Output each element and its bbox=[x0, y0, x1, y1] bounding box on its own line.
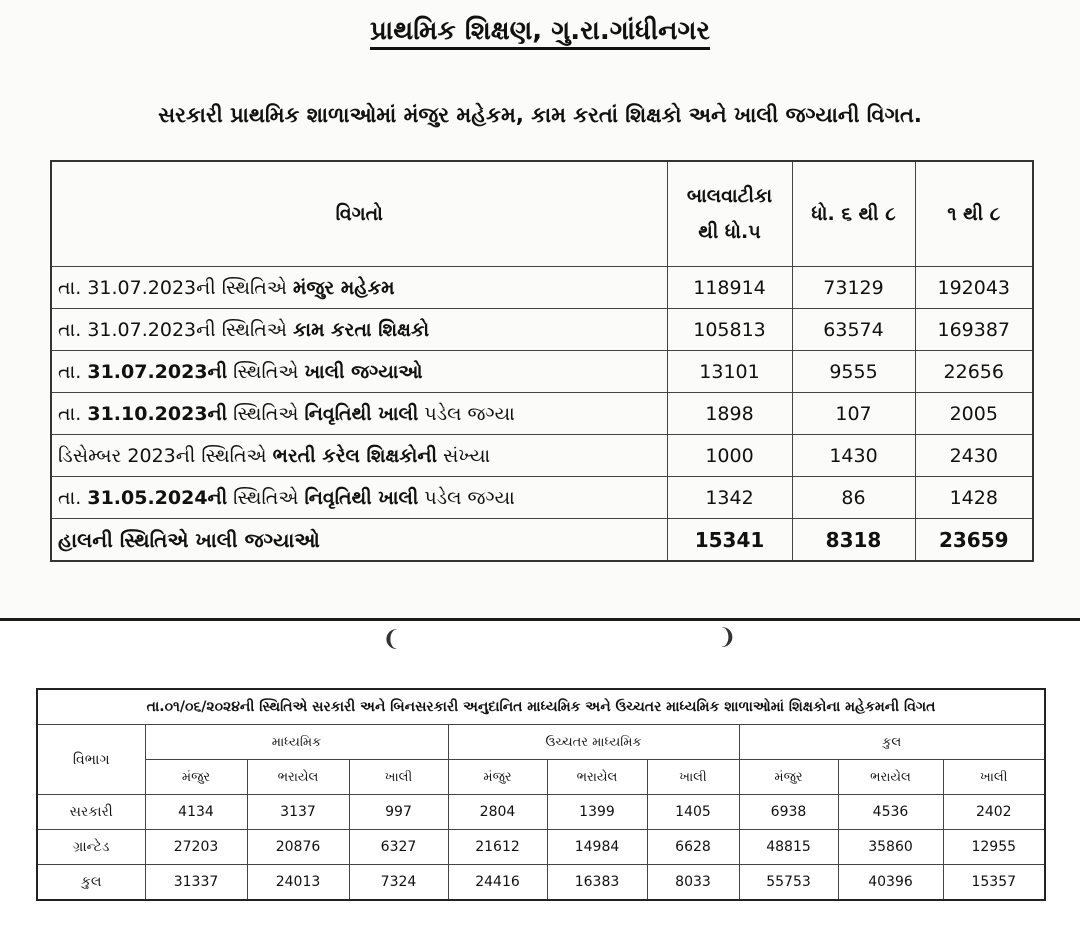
group-total-header: કુલ bbox=[739, 725, 1045, 760]
row-label: તા. 31.05.2024ની સ્થિતિએ નિવૃતિથી ખાલી પડેલ જગ્યા bbox=[51, 477, 667, 519]
table-cell: 20876 bbox=[247, 830, 349, 865]
cell-std1to8: 2430 bbox=[915, 435, 1033, 477]
table-cell: 24416 bbox=[448, 865, 547, 901]
balvatika-header: બાલવાટીકા થી ધો.૫ bbox=[667, 161, 792, 267]
table-cell: 15357 bbox=[943, 865, 1045, 901]
row-label: ડિસેમ્બર 2023ની સ્થિતિએ ભરતી કરેલ શિક્ષકોની સંખ્યા bbox=[51, 435, 667, 477]
table-cell: 6938 bbox=[739, 795, 838, 830]
punch-hole-mark-left: ❨ bbox=[382, 627, 401, 652]
cell-std1to8: 22656 bbox=[915, 351, 1033, 393]
table-row bbox=[51, 309, 1033, 351]
cell-std6to8: 1430 bbox=[792, 435, 915, 477]
sanctioned-header: મંજુર bbox=[145, 760, 247, 795]
filled-header: ભરાયેલ bbox=[547, 760, 647, 795]
cell-std1to8: 1428 bbox=[915, 477, 1033, 519]
row-label: સરકારી bbox=[37, 795, 145, 830]
row-label: તા. 31.07.2023ની સ્થિતિએ ખાલી જગ્યાઓ bbox=[51, 351, 667, 393]
punch-hole-mark-right: ❩ bbox=[718, 625, 737, 650]
table-row bbox=[51, 393, 1033, 435]
sanctioned-header: મંજુર bbox=[448, 760, 547, 795]
group-secondary-header: માધ્યમિક bbox=[145, 725, 448, 760]
table-row bbox=[51, 351, 1033, 393]
table-cell: 2402 bbox=[943, 795, 1045, 830]
cell-balvatika: 13101 bbox=[667, 351, 792, 393]
table-row bbox=[51, 477, 1033, 519]
table-cell: 12955 bbox=[943, 830, 1045, 865]
table-row bbox=[51, 435, 1033, 477]
cell-std1to8: 2005 bbox=[915, 393, 1033, 435]
vacant-header: ખાલી bbox=[943, 760, 1045, 795]
row-label: તા. 31.10.2023ની સ્થિતિએ નિવૃતિથી ખાલી પડેલ જગ્યા bbox=[51, 393, 667, 435]
table-cell: 6327 bbox=[349, 830, 448, 865]
cell-balvatika: 1342 bbox=[667, 477, 792, 519]
table-cell: 8033 bbox=[647, 865, 739, 901]
table-cell: 4134 bbox=[145, 795, 247, 830]
cell-balvatika: 105813 bbox=[667, 309, 792, 351]
cell-balvatika: 1898 bbox=[667, 393, 792, 435]
sanctioned-header: મંજુર bbox=[739, 760, 838, 795]
filled-header: ભરાયેલ bbox=[838, 760, 943, 795]
total-std6to8: 8318 bbox=[792, 519, 915, 562]
cell-std6to8: 63574 bbox=[792, 309, 915, 351]
table-cell: 21612 bbox=[448, 830, 547, 865]
page-subtitle: સરકારી પ્રાથમિક શાળાઓમાં મંજુર મહેકમ, કામ કરતાં શિક્ષકો અને ખાલી જગ્યાની વિગત. bbox=[158, 103, 922, 127]
secondary-staff-table bbox=[36, 688, 1046, 901]
std6to8-header: ધો. ૬ થી ૮ bbox=[792, 161, 915, 267]
vacant-header: ખાલી bbox=[647, 760, 739, 795]
row-label: તા. 31.07.2023ની સ્થિતિએ કામ કરતા શિક્ષકો bbox=[51, 309, 667, 351]
table-cell: 16383 bbox=[547, 865, 647, 901]
cell-balvatika: 1000 bbox=[667, 435, 792, 477]
table-cell: 14984 bbox=[547, 830, 647, 865]
table-cell: 48815 bbox=[739, 830, 838, 865]
table-header-row bbox=[51, 161, 1033, 267]
table-cell: 4536 bbox=[838, 795, 943, 830]
table-cell: 35860 bbox=[838, 830, 943, 865]
table-cell: 1405 bbox=[647, 795, 739, 830]
cell-balvatika: 118914 bbox=[667, 267, 792, 309]
table-cell: 40396 bbox=[838, 865, 943, 901]
group-higher-secondary-header: ઉચ્ચતર માધ્યમિક bbox=[448, 725, 739, 760]
table-cell: 55753 bbox=[739, 865, 838, 901]
table-cell: 24013 bbox=[247, 865, 349, 901]
cell-std6to8: 9555 bbox=[792, 351, 915, 393]
table-row bbox=[37, 865, 1045, 901]
cell-std6to8: 107 bbox=[792, 393, 915, 435]
table-cell: 7324 bbox=[349, 865, 448, 901]
total-balvatika: 15341 bbox=[667, 519, 792, 562]
table-cell: 31337 bbox=[145, 865, 247, 901]
table-cell: 2804 bbox=[448, 795, 547, 830]
std1to8-header: ૧ થી ૮ bbox=[915, 161, 1033, 267]
table-row bbox=[37, 795, 1045, 830]
table-cell: 1399 bbox=[547, 795, 647, 830]
cell-std6to8: 86 bbox=[792, 477, 915, 519]
row-label: કુલ bbox=[37, 865, 145, 901]
table-cell: 27203 bbox=[145, 830, 247, 865]
department-header: વિભાગ bbox=[37, 725, 145, 795]
table-row bbox=[37, 830, 1045, 865]
filled-header: ભરાયેલ bbox=[247, 760, 349, 795]
cell-std1to8: 169387 bbox=[915, 309, 1033, 351]
row-label: ગ્રાન્ટેડ bbox=[37, 830, 145, 865]
details-header: વિગતો bbox=[51, 161, 667, 267]
table-cell: 6628 bbox=[647, 830, 739, 865]
page-title: પ્રાથમિક શિક્ષણ, ગુ.રા.ગાંધીનગર bbox=[0, 16, 1080, 47]
subheader-row bbox=[37, 760, 1045, 795]
table-caption: તા.૦૧/૦૬/૨૦૨૪ની સ્થિતિએ સરકારી અને બિનસરકારી અનુદાનિત માધ્યમિક અને ઉચ્ચતર માધ્યમિક શાળાઓમાં શિક્ષકોના મહેકમની વિગત bbox=[37, 689, 1045, 725]
table-cell: 997 bbox=[349, 795, 448, 830]
vacant-header: ખાલી bbox=[349, 760, 448, 795]
table-cell: 3137 bbox=[247, 795, 349, 830]
cell-std6to8: 73129 bbox=[792, 267, 915, 309]
primary-vacancy-table bbox=[50, 160, 1034, 562]
total-row bbox=[51, 519, 1033, 562]
total-std1to8: 23659 bbox=[915, 519, 1033, 562]
row-label: તા. 31.07.2023ની સ્થિતિએ મંજુર મહેકમ bbox=[51, 267, 667, 309]
group-header-row bbox=[37, 725, 1045, 760]
cell-std1to8: 192043 bbox=[915, 267, 1033, 309]
total-label: હાલની સ્થિતિએ ખાલી જગ્યાઓ bbox=[51, 519, 667, 562]
caption-row bbox=[37, 689, 1045, 725]
table-row bbox=[51, 267, 1033, 309]
